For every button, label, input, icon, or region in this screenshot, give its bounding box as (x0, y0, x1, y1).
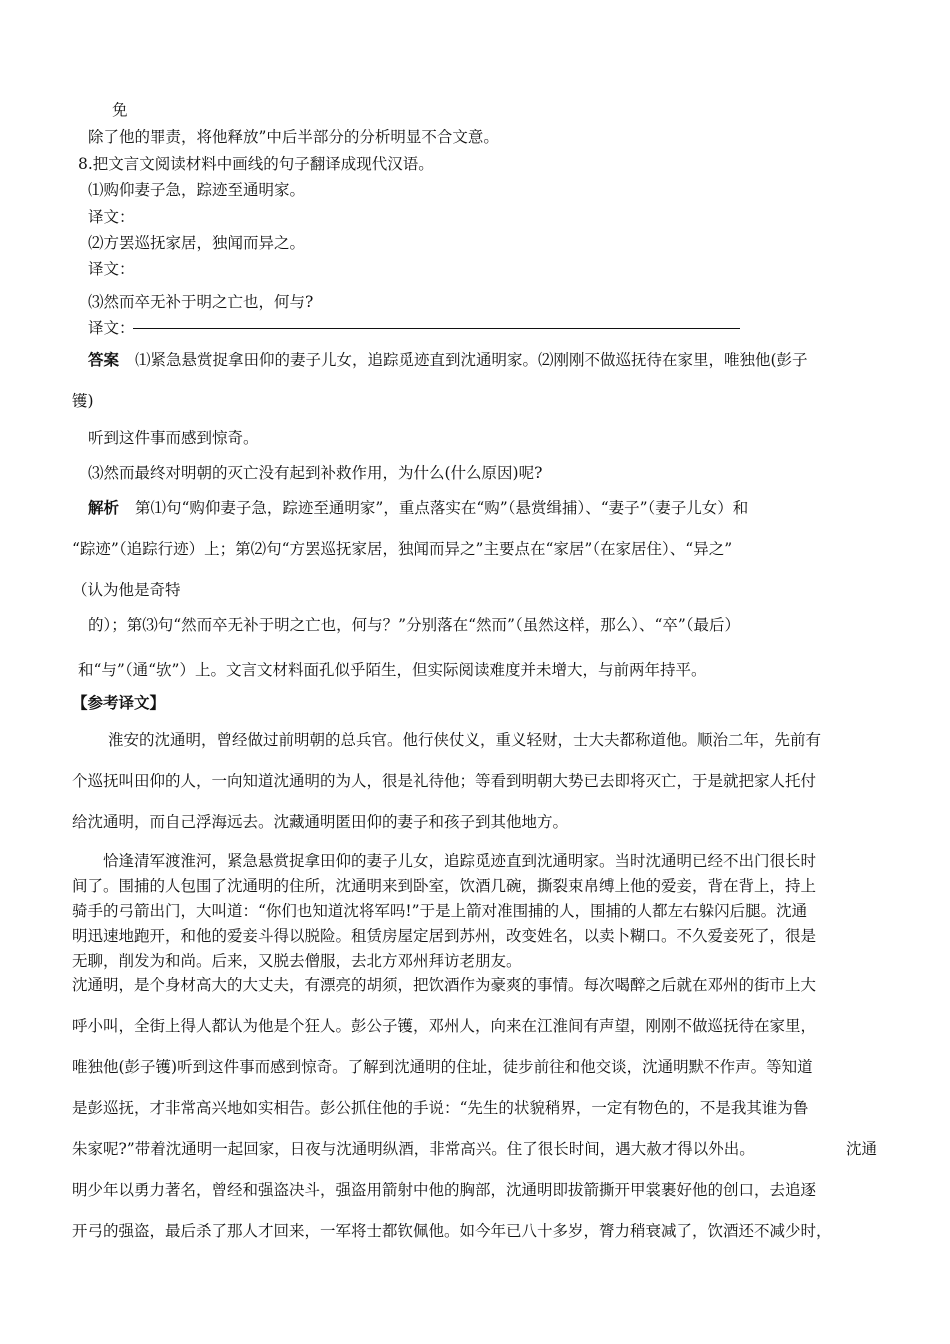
paragraph-line: 明迅速地跑开，和他的爱妾斗得以脱险。租赁房屋定居到苏州，改变姓名，以卖卜糊口。不久爱妾死了，很是 (72, 927, 817, 945)
text-line: 镬) (72, 392, 94, 410)
question-item: ⑵方罢巡抚家居，独闻而异之。 (88, 234, 306, 252)
text-line: ⑴紧急悬赏捉拿田仰的妻子儿女，追踪觅迹直到沈通明家。⑵刚刚不做巡抚待在家里，唯独他(彭子 (135, 351, 808, 369)
paragraph-line: 朱家呢?”带着沈通明一起回家，日夜与沈通明纵酒，非常高兴。住了很长时间，遇大赦才得以外出。 (72, 1140, 755, 1158)
answer-blank-line (133, 328, 740, 329)
text-line: （认为他是奇特 (72, 581, 181, 599)
reference-translation-heading: 【参考译文】 (72, 694, 166, 712)
answer-label: 译文： (88, 319, 135, 337)
paragraph-line: 明少年以勇力著名，曾经和强盗决斗，强盗用箭射中他的胸部，沈通明即拔箭撕开甲裳裹好他的创口，去追逐 (72, 1181, 817, 1199)
paragraph-line: 沈通 (846, 1140, 878, 1158)
paragraph-line: 是彭巡抚，才非常高兴地如实相告。彭公抓住他的手说：“先生的状貌稍界，一定有物色的，不是我其谁为鲁 (72, 1099, 809, 1117)
answer-label: 译文： (88, 208, 135, 226)
paragraph-line: 淮安的沈通明，曾经做过前明朝的总兵官。他行侠仗义，重义轻财，士大夫都称道他。顺治二年，先前有 (108, 731, 822, 749)
paragraph-line: 无聊，削发为和尚。后来，又脱去僧服，去北方邓州拜访老朋友。 (72, 952, 522, 970)
text-line: ⑶然而最终对明朝的灭亡没有起到补救作用，为什么(什么原因)呢? (88, 464, 543, 482)
text-line: 除了他的罪责，将他释放”中后半部分的分析明显不合文意。 (88, 128, 499, 146)
question-item: ⑴购仰妻子急，踪迹至通明家。 (88, 181, 306, 199)
answer-heading: 答案 (88, 351, 120, 369)
paragraph-line: 骑手的弓箭出门，大叫道：“你们也知道沈将军吗!”于是上箭对准围捕的人，围捕的人都左右躲闪后腿。沈通 (72, 902, 808, 920)
question-item: ⑶然而卒无补于明之亡也，何与? (88, 293, 314, 311)
answer-label: 译文： (88, 260, 135, 278)
text-line: “踪迹”（追踪行迹）上；第⑵句“方罢巡抚家居，独闻而异之”主要点在“家居”（在家居住）、“异之” (72, 540, 733, 558)
paragraph-line: 间了。围捕的人包围了沈通明的住所，沈通明来到卧室，饮酒几碗，撕裂束帛缚上他的爱妾，背在背上，持上 (72, 877, 817, 895)
paragraph-line: 唯独他(彭子镬)听到这件事而感到惊奇。了解到沈通明的住址，徒步前往和他交谈，沈通明默不作声。等知道 (72, 1058, 813, 1076)
text-line: 和“与”（通“欤”）上。文言文材料面孔似乎陌生，但实际阅读难度并未增大，与前两年持平。 (78, 661, 707, 679)
text-line: 免 (112, 101, 128, 119)
paragraph-line: 个巡抚叫田仰的人，一向知道沈通明的为人，很是礼待他；等看到明朝大势已去即将灭亡，于是就把家人托付 (72, 772, 817, 790)
analysis-heading: 解析 (88, 499, 120, 517)
question-heading: 8.把文言文阅读材料中画线的句子翻译成现代汉语。 (78, 155, 434, 173)
text-line: 的）；第⑶句“然而卒无补于明之亡也，何与？”分别落在“然而”（虽然这样，那么）、“卒”（最后） (88, 616, 741, 634)
paragraph-line: 呼小叫，全街上得人都认为他是个狂人。彭公子镬，邓州人，向来在江淮间有声望，刚刚不做巡抚待在家里， (72, 1017, 817, 1035)
paragraph-line: 恰逢清军渡淮河，紧急悬赏捉拿田仰的妻子儿女，追踪觅迹直到沈通明家。当时沈通明已经不出门很长时 (103, 852, 817, 870)
paragraph-line: 给沈通明，而自己浮海远去。沈藏通明匿田仰的妻子和孩子到其他地方。 (72, 813, 569, 831)
text-line: 听到这件事而感到惊奇。 (88, 429, 259, 447)
paragraph-line: 沈通明，是个身材高大的大丈夫，有漂亮的胡须，把饮酒作为豪爽的事情。每次喝醉之后就在邓州的街市上大 (72, 976, 817, 994)
text-line: 第⑴句“购仰妻子急，踪迹至通明家”，重点落实在“购”（悬赏缉捕）、“妻子”（妻子儿女）和 (135, 499, 749, 517)
paragraph-line: 开弓的强盗，最后杀了那人才回来，一军将士都钦佩他。如今年已八十多岁，膂力稍衰减了，饮酒还不减少时， (72, 1222, 832, 1240)
